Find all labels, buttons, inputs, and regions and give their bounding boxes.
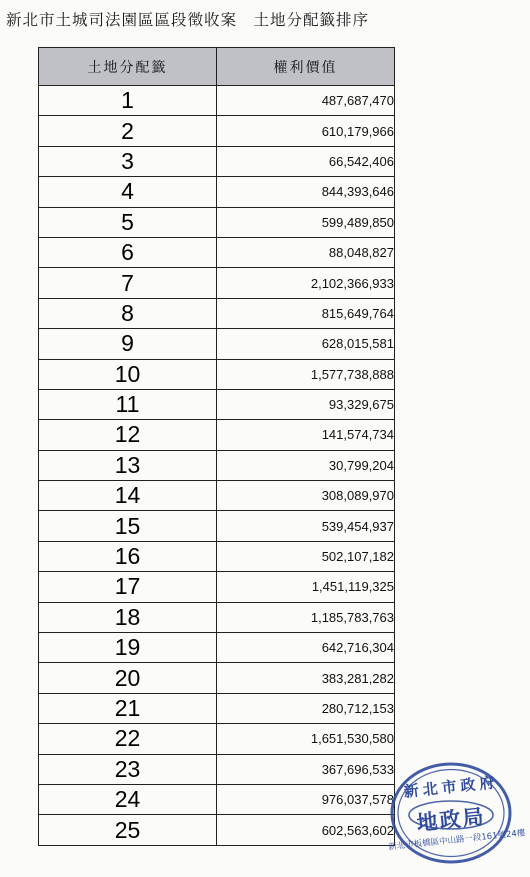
- right-value-cell: 1,185,783,763: [217, 602, 395, 632]
- table-row: [39, 633, 395, 663]
- right-value-cell: 599,489,850: [217, 207, 395, 237]
- official-seal: [387, 760, 526, 866]
- table-body: [39, 86, 395, 846]
- table-row: [39, 784, 395, 814]
- lot-number-cell: 6: [39, 237, 217, 267]
- right-value-cell: 141,574,734: [217, 420, 395, 450]
- lot-number-cell: 7: [39, 268, 217, 298]
- table-row: [39, 359, 395, 389]
- right-value-cell: 976,037,578: [217, 784, 395, 814]
- right-value-cell: 502,107,182: [217, 541, 395, 571]
- lot-number-cell: 20: [39, 663, 217, 693]
- table-row: [39, 663, 395, 693]
- lot-number-cell: 14: [39, 481, 217, 511]
- table-row: [39, 602, 395, 632]
- right-value-cell: 308,089,970: [217, 481, 395, 511]
- lot-number-cell: 2: [39, 116, 217, 146]
- lot-number-cell: 11: [39, 389, 217, 419]
- table-row: [39, 693, 395, 723]
- table-row: [39, 481, 395, 511]
- right-value-cell: 1,577,738,888: [217, 359, 395, 389]
- table-row: [39, 420, 395, 450]
- lot-number-cell: 1: [39, 86, 217, 116]
- table-row: [39, 815, 395, 845]
- lot-number-cell: 22: [39, 724, 217, 754]
- right-value-cell: 815,649,764: [217, 298, 395, 328]
- table-row: [39, 450, 395, 480]
- table-row: [39, 237, 395, 267]
- seal-top-text: 新北市政府: [402, 773, 500, 801]
- right-value-cell: 2,102,366,933: [217, 268, 395, 298]
- table-row: [39, 511, 395, 541]
- table-row: [39, 116, 395, 146]
- right-value-cell: 539,454,937: [217, 511, 395, 541]
- right-value-cell: 487,687,470: [217, 86, 395, 116]
- lot-number-cell: 12: [39, 420, 217, 450]
- lot-number-cell: 8: [39, 298, 217, 328]
- lot-number-cell: 13: [39, 450, 217, 480]
- right-value-cell: 1,451,119,325: [217, 572, 395, 602]
- right-value-cell: 93,329,675: [217, 389, 395, 419]
- table-row: [39, 268, 395, 298]
- right-value-cell: 66,542,406: [217, 146, 395, 176]
- lot-number-cell: 10: [39, 359, 217, 389]
- right-value-cell: 383,281,282: [217, 663, 395, 693]
- table-header-row: [39, 48, 395, 86]
- document-title: 新北市土城司法園區區段徵收案 土地分配籤排序: [6, 11, 370, 29]
- table-row: [39, 207, 395, 237]
- table-row: [39, 146, 395, 176]
- lot-number-cell: 5: [39, 207, 217, 237]
- lot-number-cell: 17: [39, 572, 217, 602]
- right-value-cell: 367,696,533: [217, 754, 395, 784]
- right-value-cell: 844,393,646: [217, 177, 395, 207]
- column-header-value: 權利價值: [217, 48, 395, 86]
- table-row: [39, 177, 395, 207]
- lot-number-cell: 16: [39, 541, 217, 571]
- table-row: [39, 86, 395, 116]
- right-value-cell: 1,651,530,580: [217, 724, 395, 754]
- lot-number-cell: 19: [39, 633, 217, 663]
- table-row: [39, 754, 395, 784]
- seal-address-text: 新北市板橋區中山路一段161號24樓: [387, 828, 526, 853]
- column-header-lot: 土地分配籤: [39, 48, 217, 86]
- table-row: [39, 724, 395, 754]
- lot-number-cell: 23: [39, 754, 217, 784]
- table-row: [39, 541, 395, 571]
- lot-number-cell: 15: [39, 511, 217, 541]
- right-value-cell: 610,179,966: [217, 116, 395, 146]
- right-value-cell: 642,716,304: [217, 633, 395, 663]
- table-row: [39, 298, 395, 328]
- land-allocation-table: [38, 47, 395, 846]
- right-value-cell: 30,799,204: [217, 450, 395, 480]
- lot-number-cell: 24: [39, 784, 217, 814]
- table-row: [39, 572, 395, 602]
- right-value-cell: 88,048,827: [217, 237, 395, 267]
- lot-number-cell: 21: [39, 693, 217, 723]
- right-value-cell: 280,712,153: [217, 693, 395, 723]
- lot-number-cell: 9: [39, 329, 217, 359]
- right-value-cell: 602,563,602: [217, 815, 395, 845]
- lot-number-cell: 18: [39, 602, 217, 632]
- lot-number-cell: 25: [39, 815, 217, 845]
- table-row: [39, 389, 395, 419]
- table-row: [39, 329, 395, 359]
- lot-number-cell: 4: [39, 177, 217, 207]
- seal-main-text: 地政局: [415, 803, 487, 836]
- right-value-cell: 628,015,581: [217, 329, 395, 359]
- lot-number-cell: 3: [39, 146, 217, 176]
